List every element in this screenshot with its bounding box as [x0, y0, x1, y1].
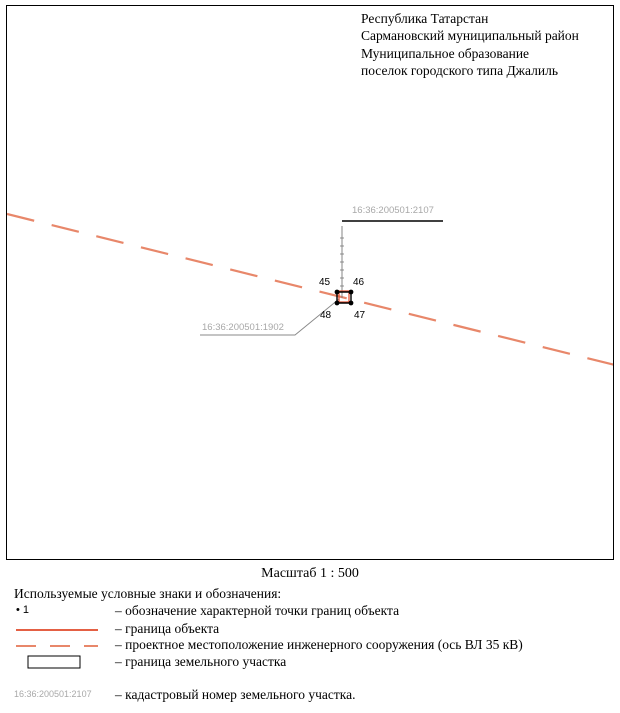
object-boundary-line-icon [14, 621, 104, 637]
point-label-45: 45 [319, 277, 331, 288]
scale-label: Масштаб 1 : 500 [261, 566, 359, 581]
point-47 [349, 301, 354, 306]
location-header [361, 10, 579, 79]
legend-land-boundary-text: – граница земельного участка [115, 654, 287, 669]
cadastral-number-sample: 16:36:200501:2107 [14, 689, 92, 699]
legend-item-point [14, 603, 614, 619]
header-municipality: Муниципальное образование [361, 45, 530, 61]
legend-item-land-boundary [14, 654, 614, 670]
land-boundary-rect-icon [14, 654, 104, 670]
legend-item-cadastral-number [14, 687, 614, 703]
legend-point-symbol [14, 603, 104, 619]
legend-item-project-line [14, 637, 614, 653]
map-canvas [7, 6, 614, 560]
legend-title: Используемые условные знаки и обозначения: [14, 586, 282, 601]
point-label-48: 48 [320, 310, 332, 321]
cadastral-label-left: 16:36:200501:1902 [202, 322, 284, 333]
point-label-47: 47 [354, 310, 366, 321]
point-48 [335, 301, 340, 306]
map-frame [6, 5, 614, 560]
legend-cadastral-symbol [14, 687, 104, 703]
point-symbol-icon: • 1 [16, 604, 30, 616]
legend-project-line-text: – проектное местоположение инженерного сооружения (ось ВЛ 35 кВ) [115, 637, 523, 652]
header-district: Сармановский муниципальный район [361, 28, 579, 44]
legend-item-object-boundary [14, 621, 614, 637]
point-label-46: 46 [353, 277, 365, 288]
point-45 [335, 290, 340, 295]
header-republic: Республика Татарстан [361, 11, 489, 26]
legend-object-boundary-text: – граница объекта [115, 621, 220, 636]
project-line [7, 214, 614, 365]
header-settlement: поселок городского типа Джалиль [361, 62, 558, 78]
legend-point-text: – обозначение характерной точки границ объекта [115, 603, 400, 618]
cadastral-label-top: 16:36:200501:2107 [352, 205, 434, 216]
legend-cadastral-text: – кадастровый номер земельного участка. [115, 687, 356, 702]
project-line-dashed-icon [14, 637, 104, 653]
point-46 [349, 290, 354, 295]
